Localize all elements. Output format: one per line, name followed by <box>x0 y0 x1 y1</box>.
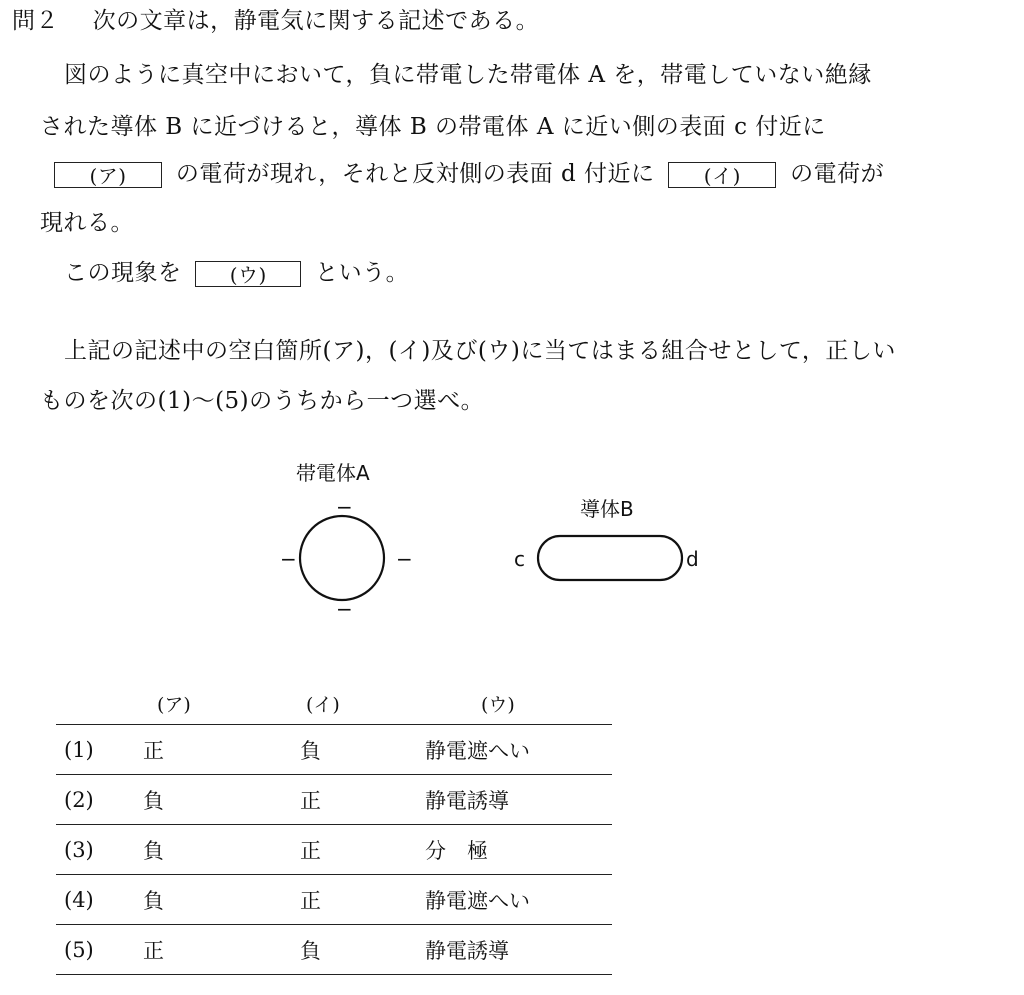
answer-table-wrap <box>56 682 612 975</box>
charged-body-a <box>300 516 384 600</box>
charge-bottom: − <box>336 597 353 621</box>
choice-a: 負 <box>143 825 300 875</box>
paragraph-2-pre: この現象を <box>64 260 182 286</box>
paragraph-line-3 <box>48 159 884 189</box>
blank-u: (ウ) <box>195 261 301 287</box>
charge-figure <box>0 440 1024 640</box>
label-conductor-b: 導体B <box>580 497 634 521</box>
table-header-row <box>56 682 612 725</box>
table-row <box>56 725 612 775</box>
question-intro: 次の文章は，静電気に関する記述である。 <box>92 8 540 34</box>
paragraph-line-2: された導体 B に近づけると，導体 B の帯電体 A に近い側の表面 c 付近に <box>40 114 826 140</box>
choice-u: 静電遮へい <box>425 725 612 775</box>
choice-number: (5) <box>56 925 143 975</box>
choice-a: 負 <box>143 775 300 825</box>
choice-number: (2) <box>56 775 143 825</box>
label-body-a: 帯電体A <box>296 461 370 485</box>
choice-u: 分 極 <box>425 825 612 875</box>
choice-i: 正 <box>300 825 425 875</box>
conductor-b <box>538 536 682 580</box>
paragraph-line-3-end: の電荷が <box>790 161 885 187</box>
charge-right: − <box>396 547 413 571</box>
charge-top: − <box>336 495 353 519</box>
table-row <box>56 875 612 925</box>
answer-table <box>56 682 612 975</box>
instruction-line-2: ものを次の(1)～(5)のうちから一つ選べ。 <box>40 388 485 414</box>
paragraph-line-3-mid: の電荷が現れ，それと反対側の表面 d 付近に <box>175 161 655 187</box>
choice-a: 正 <box>143 925 300 975</box>
choice-u: 静電遮へい <box>425 875 612 925</box>
choice-u: 静電誘導 <box>425 775 612 825</box>
table-header-cell: (イ) <box>306 693 340 716</box>
choice-i: 負 <box>300 925 425 975</box>
choice-number: (1) <box>56 725 143 775</box>
table-header-cell: (ア) <box>157 693 191 716</box>
side-d-label: d <box>686 547 699 571</box>
paragraph-2-post: という。 <box>315 260 410 286</box>
paragraph-2 <box>64 258 409 288</box>
paragraph-line-4: 現れる。 <box>40 210 134 236</box>
table-row <box>56 775 612 825</box>
table-row <box>56 825 612 875</box>
table-header-cell: (ウ) <box>481 693 515 716</box>
question-header <box>12 6 539 36</box>
choice-a: 正 <box>143 725 300 775</box>
charge-left: − <box>280 547 297 571</box>
table-header-cell <box>56 682 143 725</box>
choice-i: 負 <box>300 725 425 775</box>
choice-i: 正 <box>300 875 425 925</box>
choice-number: (4) <box>56 875 143 925</box>
question-number: 問２ <box>12 8 59 34</box>
table-row <box>56 925 612 975</box>
side-c-label: c <box>514 547 525 571</box>
instruction-line-1: 上記の記述中の空白箇所(ア)，(イ)及び(ウ)に当てはまる組合せとして，正しい <box>64 338 896 364</box>
choice-number: (3) <box>56 825 143 875</box>
choice-a: 負 <box>143 875 300 925</box>
blank-i: (イ) <box>668 162 776 188</box>
choice-i: 正 <box>300 775 425 825</box>
paragraph-line-1: 図のように真空中において，負に帯電した帯電体 A を，帯電していない絶縁 <box>64 62 872 88</box>
choice-u: 静電誘導 <box>425 925 612 975</box>
blank-a: (ア) <box>54 162 162 188</box>
